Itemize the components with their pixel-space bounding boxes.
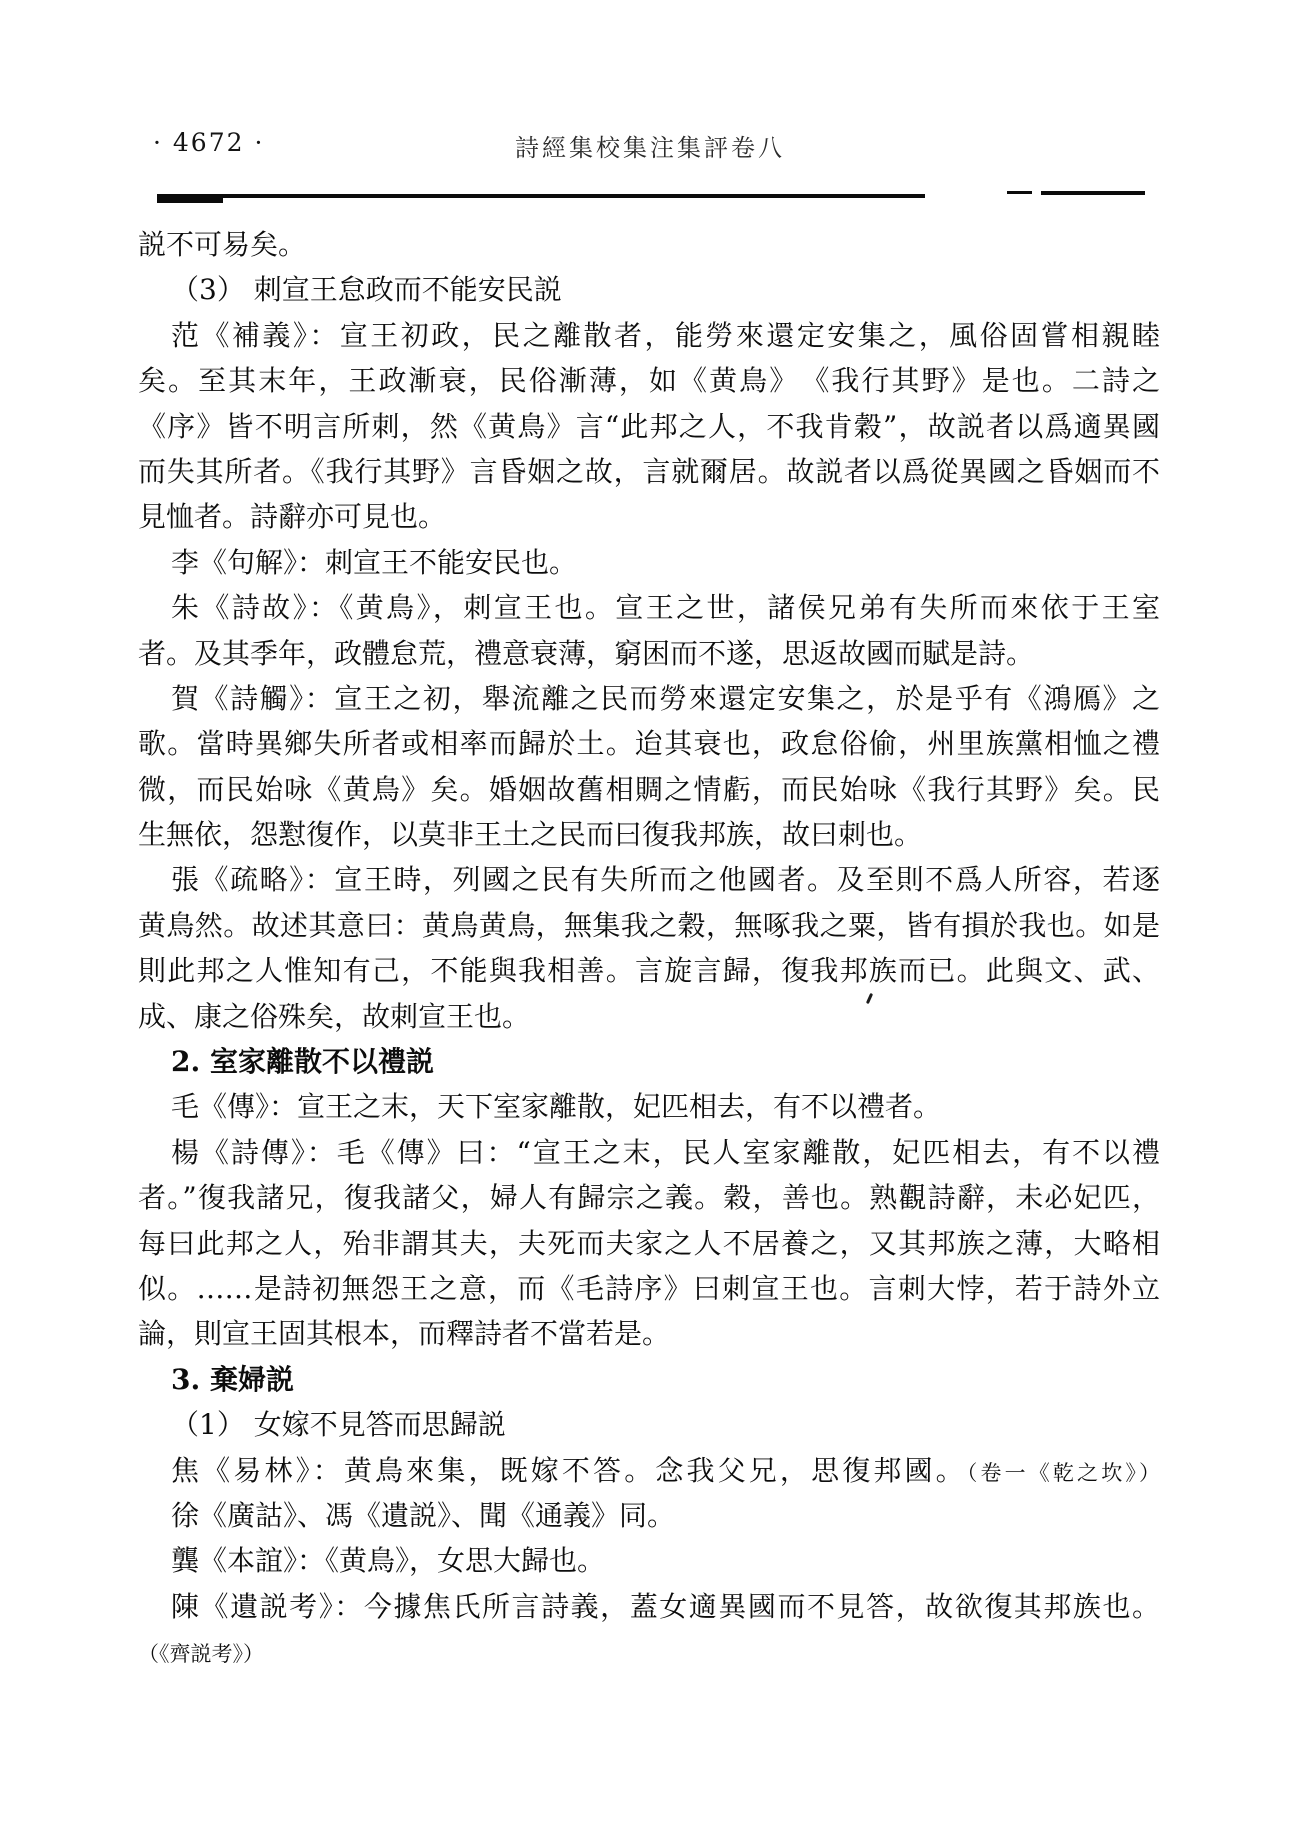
text-line xyxy=(138,313,1160,358)
line-text: （1） 女嫁不見答而思歸説 xyxy=(171,1408,506,1442)
line-text: 焦《易林》：黄鳥來集，既嫁不答。念我父兄，思復邦國。 xyxy=(171,1453,967,1487)
text-line xyxy=(138,1448,1160,1493)
text-line xyxy=(138,1584,1160,1629)
text-line xyxy=(138,358,1160,403)
text-line xyxy=(138,812,1160,857)
text-line xyxy=(138,494,1160,539)
text-line xyxy=(138,267,1160,312)
line-text: 説不可易矣。 xyxy=(138,228,307,261)
margin-dash-long xyxy=(1041,191,1145,195)
header-rule xyxy=(157,194,925,198)
line-text: 朱《詩故》：《黄鳥》，刺宣王也。宣王之世，諸侯兄弟有失所而來依于王室 xyxy=(171,591,1160,625)
line-text: 生無依，怨懟復作，以莫非王土之民而曰復我邦族，故曰刺也。 xyxy=(138,818,923,852)
text-line xyxy=(138,1266,1160,1311)
text-line xyxy=(138,767,1160,812)
text-line xyxy=(138,1039,1160,1084)
line-text: 見恤者。詩辭亦可見也。 xyxy=(138,500,447,534)
text-line xyxy=(138,1357,1160,1402)
line-text: 賀《詩觸》：宣王之初，舉流離之民而勞來還定安集之，於是乎有《鴻鴈》之 xyxy=(171,681,1160,715)
text-line xyxy=(138,721,1160,766)
line-text: 毛《傳》：宣王之末，天下室家離散，妃匹相去，有不以禮者。 xyxy=(171,1090,942,1124)
line-text: 2. 室家離散不以禮説 xyxy=(171,1045,434,1079)
page-number: · 4672 · xyxy=(153,128,265,157)
text-line xyxy=(138,1175,1160,1220)
text-line xyxy=(138,1084,1160,1129)
text-line xyxy=(138,404,1160,449)
text-line xyxy=(138,1402,1160,1447)
text-line xyxy=(138,994,1160,1039)
text-line xyxy=(138,1311,1160,1356)
text-line xyxy=(138,676,1160,721)
line-text: 楊《詩傳》：毛《傳》曰：“宣王之末，民人室家離散，妃匹相去，有不以禮 xyxy=(171,1135,1160,1169)
line-text: 似。……是詩初無怨王之意，而《毛詩序》曰刺宣王也。言刺大悖，若于詩外立 xyxy=(138,1271,1160,1305)
text-line xyxy=(138,222,1160,267)
text-line xyxy=(138,631,1160,676)
line-text: 張《疏略》：宣王時，列國之民有失所而之他國者。及至則不爲人所容，若逐 xyxy=(171,863,1160,897)
line-text: 龔《本誼》：《黄鳥》，女思大歸也。 xyxy=(171,1544,606,1578)
inline-citation: （卷一《乾之坎》） xyxy=(966,1460,1161,1485)
line-text: 黄鳥然。故述其意曰：黄鳥黄鳥，無集我之穀，無啄我之粟，皆有損於我也。如是 xyxy=(138,908,1160,942)
line-text: 范《補義》：宣王初政，民之離散者，能勞來還定安集之，風俗固嘗相親睦 xyxy=(171,318,1160,352)
text-line xyxy=(138,1130,1160,1175)
line-text: 矣。至其末年，王政漸衰，民俗漸薄，如《黄鳥》 《我行其野》是也。二詩之 xyxy=(138,364,1160,398)
text-line xyxy=(138,1538,1160,1583)
body-text xyxy=(138,222,1160,1675)
text-line xyxy=(138,585,1160,630)
line-text: 李《句解》：刺宣王不能安民也。 xyxy=(171,545,578,579)
line-text: （《齊説考》） xyxy=(138,1642,264,1667)
line-text: 論，則宣王固其根本，而釋詩者不當若是。 xyxy=(138,1317,671,1351)
line-text: 者。及其季年，政體怠荒，禮意衰薄，窮困而不遂，思返故國而賦是詩。 xyxy=(138,636,1035,670)
line-text: （3） 刺宣王怠政而不能安民説 xyxy=(171,273,562,307)
line-text: 則此邦之人惟知有己，不能與我相善。言旋言歸，復我邦族而已。此與文、武、 xyxy=(138,954,1160,988)
margin-dash-short xyxy=(1007,191,1032,194)
line-text: 而失其所者。《我行其野》言昏姻之故，言就爾居。故説者以爲從異國之昏姻而不 xyxy=(138,454,1160,488)
line-text: 3. 棄婦説 xyxy=(171,1362,294,1396)
line-text: 微，而民始咏《黄鳥》矣。婚姻故舊相賙之情虧，而民始咏《我行其野》矣。民 xyxy=(138,772,1160,806)
text-line xyxy=(138,449,1160,494)
text-line xyxy=(138,948,1160,993)
text-line xyxy=(138,1629,1160,1674)
line-text: 陳《遺説考》：今據焦氏所言詩義，蓋女適異國而不見答，故欲復其邦族也。 xyxy=(171,1589,1160,1623)
text-line xyxy=(138,1221,1160,1266)
text-line xyxy=(138,1493,1160,1538)
text-line xyxy=(138,857,1160,902)
line-text: 《序》皆不明言所刺，然《黄鳥》言“此邦之人，不我肯穀”，故説者以爲適異國 xyxy=(138,409,1160,443)
line-text: 成、康之俗殊矣，故刺宣王也。 xyxy=(138,999,531,1033)
line-text: 歌。當時異鄉失所者或相率而歸於土。迨其衰也，政怠俗偷，州里族黨相恤之禮 xyxy=(138,727,1160,761)
header-rule-artifact xyxy=(157,198,223,203)
line-text: 每曰此邦之人，殆非謂其夫，夫死而夫家之人不居養之，又其邦族之薄，大略相 xyxy=(138,1226,1160,1260)
running-title: 詩經集校集注集評卷八 xyxy=(515,134,785,162)
line-text: 徐《廣詁》、馮《遺説》、聞《通義》同。 xyxy=(171,1498,676,1532)
text-line xyxy=(138,540,1160,585)
text-line xyxy=(138,903,1160,948)
line-text: 者。”復我諸兄，復我諸父，婦人有歸宗之義。穀，善也。熟觀詩辭，未必妃匹， xyxy=(138,1181,1160,1215)
